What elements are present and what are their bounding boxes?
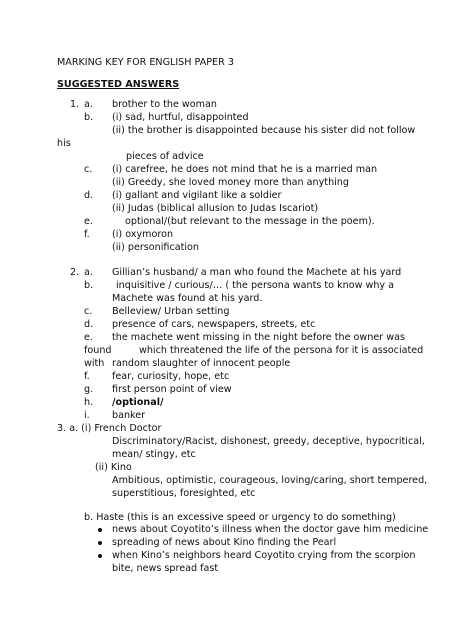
q1-e-label: e. [84,216,93,227]
q2-i-label: i. [84,410,90,421]
q1-b-label: b. [84,112,94,123]
q2-e-answer-2: which threatened the life of the persona for it is associated [139,345,424,356]
q1-d-answer-2: (ii) Judas (biblical allusion to Judas Iscariot) [112,203,319,214]
q1-f-answer-1: (i) oxymoron [112,229,174,240]
q2-e-answer-3-start: with [84,358,105,369]
q2-b-answer-2: Machete was found at his yard. [112,293,263,304]
q1-b-answer-1: (i) sad, hurtful, disappointed [112,112,249,123]
q1-a-label: a. [84,99,93,110]
document-title: MARKING KEY FOR ENGLISH PAPER 3 [57,57,234,68]
q2-e-answer-3: random slaughter of innocent people [112,358,291,369]
q2-number: 2. [70,267,80,278]
q1-number: 1. [70,99,80,110]
bullet-icon [98,554,102,558]
q3-b-bullet-1: news about Coyotito’s illness when the doctor gave him medicine [112,524,429,535]
q2-f-answer: fear, curiosity, hope, etc [112,371,230,382]
bullet-icon [98,528,102,532]
q1-e-answer: optional/(but relevant to the message in the poem). [125,216,375,227]
q2-c-label: c. [84,306,93,317]
q2-d-answer: presence of cars, newspapers, streets, etc [112,319,316,330]
q3-a-ii-heading: (ii) Kino [95,462,132,473]
q2-h-label: h. [84,397,94,408]
q2-i-answer: banker [112,410,146,421]
q1-b-answer-2: (ii) the brother is disappointed because his sister did not follow [112,125,416,136]
q3-b-bullet-3-cont: bite, news spread fast [112,563,219,574]
q1-c-answer-1: (i) carefree, he does not mind that he is a married man [112,164,378,175]
q1-b-answer-2-cont: pieces of advice [126,151,204,162]
q2-b-answer-1: inquisitive / curious/… ( the persona wants to know why a [116,280,395,291]
q1-c-answer-2: (ii) Greedy, she loved money more than anything [112,177,349,188]
q2-g-answer: first person point of view [112,384,232,395]
q2-b-label: b. [84,280,94,291]
q1-d-answer-1: (i) gallant and vigilant like a soldier [112,190,282,201]
q3-b-bullet-3: when Kino’s neighbors heard Coyotito crying from the scorpion [112,550,416,561]
q2-c-answer: Belleview/ Urban setting [112,306,230,317]
q3-a-i-answer-1: Discriminatory/Racist, dishonest, greedy, deceptive, hypocritical, [112,436,425,447]
q3-a-ii-answer-1: Ambitious, optimistic, courageous, loving/caring, short tempered, [112,475,428,486]
section-heading: SUGGESTED ANSWERS [57,79,180,90]
q1-d-label: d. [84,190,94,201]
q2-g-label: g. [84,384,94,395]
q3-b-bullet-2: spreading of news about Kino finding the Pearl [112,537,337,548]
q3-a-heading: 3. a. (i) French Doctor [57,423,162,434]
q2-e-answer-2-start: found [84,345,112,356]
q1-f-label: f. [84,229,90,240]
q1-f-answer-2: (ii) personification [112,242,199,253]
q1-c-label: c. [84,164,93,175]
q1-a-answer: brother to the woman [112,99,217,110]
q2-h-answer: /optional/ [112,397,164,408]
q3-a-i-answer-2: mean/ stingy, etc [112,449,196,460]
q2-e-answer-1: the machete went missing in the night before the owner was [112,332,405,343]
bullet-icon [98,541,102,545]
q1-b-answer-2-wrap: his [57,138,71,149]
q2-e-label: e. [84,332,93,343]
q2-a-answer: Gillian’s husband/ a man who found the Machete at his yard [112,267,402,278]
q2-a-label: a. [84,267,93,278]
q3-a-ii-answer-2: superstitious, foresighted, etc [112,488,256,499]
q2-f-label: f. [84,371,90,382]
q2-d-label: d. [84,319,94,330]
q3-b-heading: b. Haste (this is an excessive speed or urgency to do something) [84,512,396,523]
